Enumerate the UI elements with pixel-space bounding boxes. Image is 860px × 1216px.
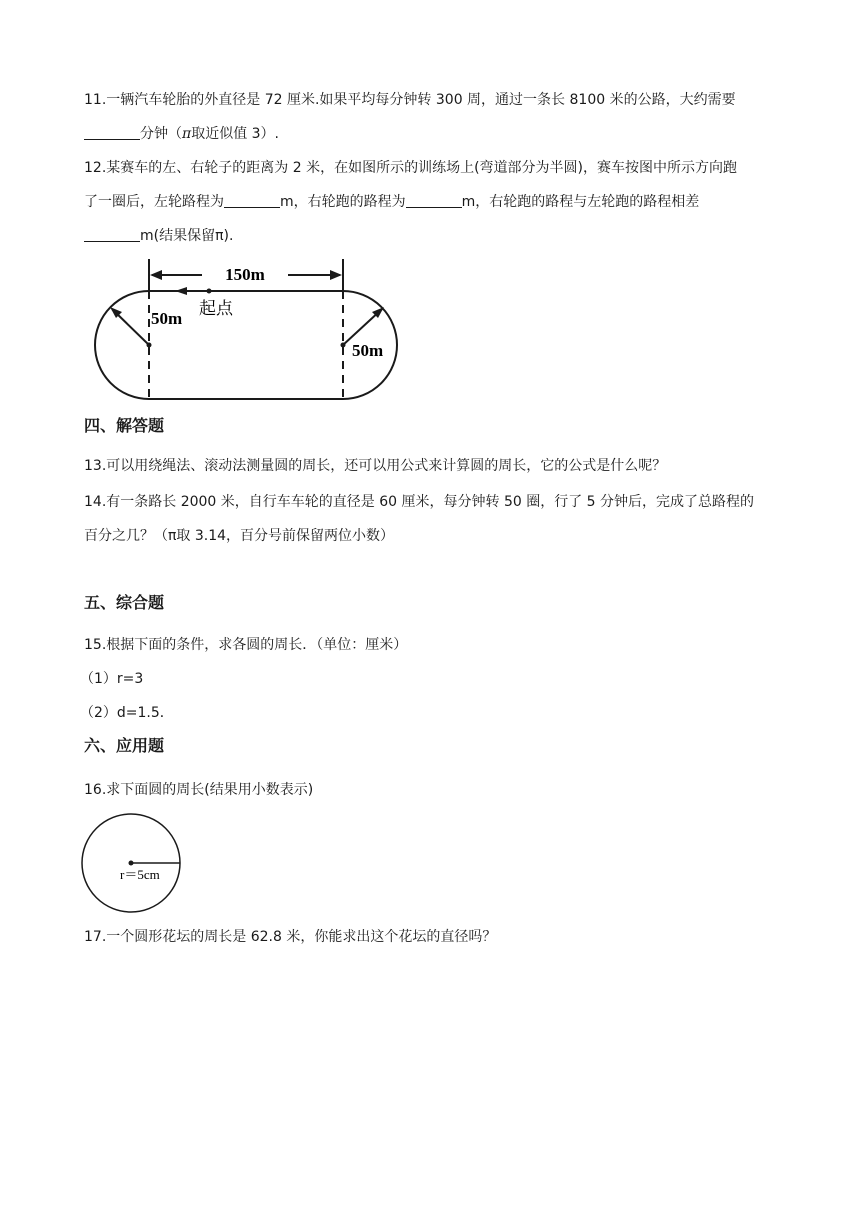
section-4-title: 四、解答题 (84, 416, 165, 435)
q12-line1: 12.某赛车的左、右轮子的距离为 2 米，在如图所示的训练场上(弯道部分为半圆)，赛车按图中所示方向跑 (84, 160, 737, 176)
q15-item-2: （2）d=1.5． (80, 705, 174, 721)
answer-blank[interactable] (84, 125, 140, 140)
answer-blank[interactable] (84, 227, 140, 242)
q14-line2: 百分之几？（π取 3.14，百分号前保留两位小数） (84, 528, 395, 544)
q12-text-end: m(结果保留π). (140, 228, 234, 244)
q12-text-b: m，右轮跑的路程为 (280, 194, 406, 210)
section-6-title: 六、应用题 (84, 736, 165, 755)
arrowhead-left-icon (150, 270, 162, 280)
q14-line1: 14.有一条路长 2000 米，自行车车轮的直径是 60 厘米，每分钟转 50 圈，行了 5 分钟后，完成了总路程的 (84, 494, 755, 510)
left-radius-label: 50m (151, 309, 183, 328)
direction-arrow-icon (175, 287, 187, 295)
answer-blank[interactable] (406, 193, 462, 208)
q11-line2 (84, 124, 279, 144)
radius-label: r＝5cm (120, 867, 160, 882)
q16-text: 16.求下面圆的周长(结果用小数表示) (84, 782, 314, 798)
length-label: 150m (225, 265, 265, 284)
track-diagram (92, 255, 404, 407)
q12-line3 (84, 226, 233, 246)
q17-text: 17.一个圆形花坛的周长是 62.8 米，你能求出这个花坛的直径吗？ (84, 929, 497, 945)
q11-line1: 11.一辆汽车轮胎的外直径是 72 厘米.如果平均每分钟转 300 周，通过一条长 8100 米的公路，大约需要 (84, 92, 736, 108)
circle-diagram (80, 812, 184, 916)
start-label: 起点 (199, 299, 233, 318)
q15-item-1: （1）r=3 (80, 671, 144, 687)
section-5-title: 五、综合题 (84, 593, 165, 612)
q12-text-c: m，右轮跑的路程与左轮跑的路程相差 (461, 194, 700, 210)
right-radius-label: 50m (352, 341, 384, 360)
q11-unit-text: 分钟（ (140, 126, 182, 142)
answer-blank[interactable] (224, 193, 280, 208)
q12-line2 (84, 192, 699, 212)
q13-text: 13.可以用绕绳法、滚动法测量圆的周长，还可以用公式来计算圆的周长，它的公式是什么呢？ (84, 458, 667, 474)
arrowhead-right-icon (330, 270, 342, 280)
q15-text: 15.根据下面的条件，求各圆的周长．（单位：厘米） (84, 637, 408, 653)
start-point (207, 289, 212, 294)
q11-pi-note: 取近似值 3）. (191, 126, 280, 142)
pi-symbol: π (182, 126, 192, 142)
q12-text-a: 了一圈后，左轮路程为 (84, 194, 224, 210)
